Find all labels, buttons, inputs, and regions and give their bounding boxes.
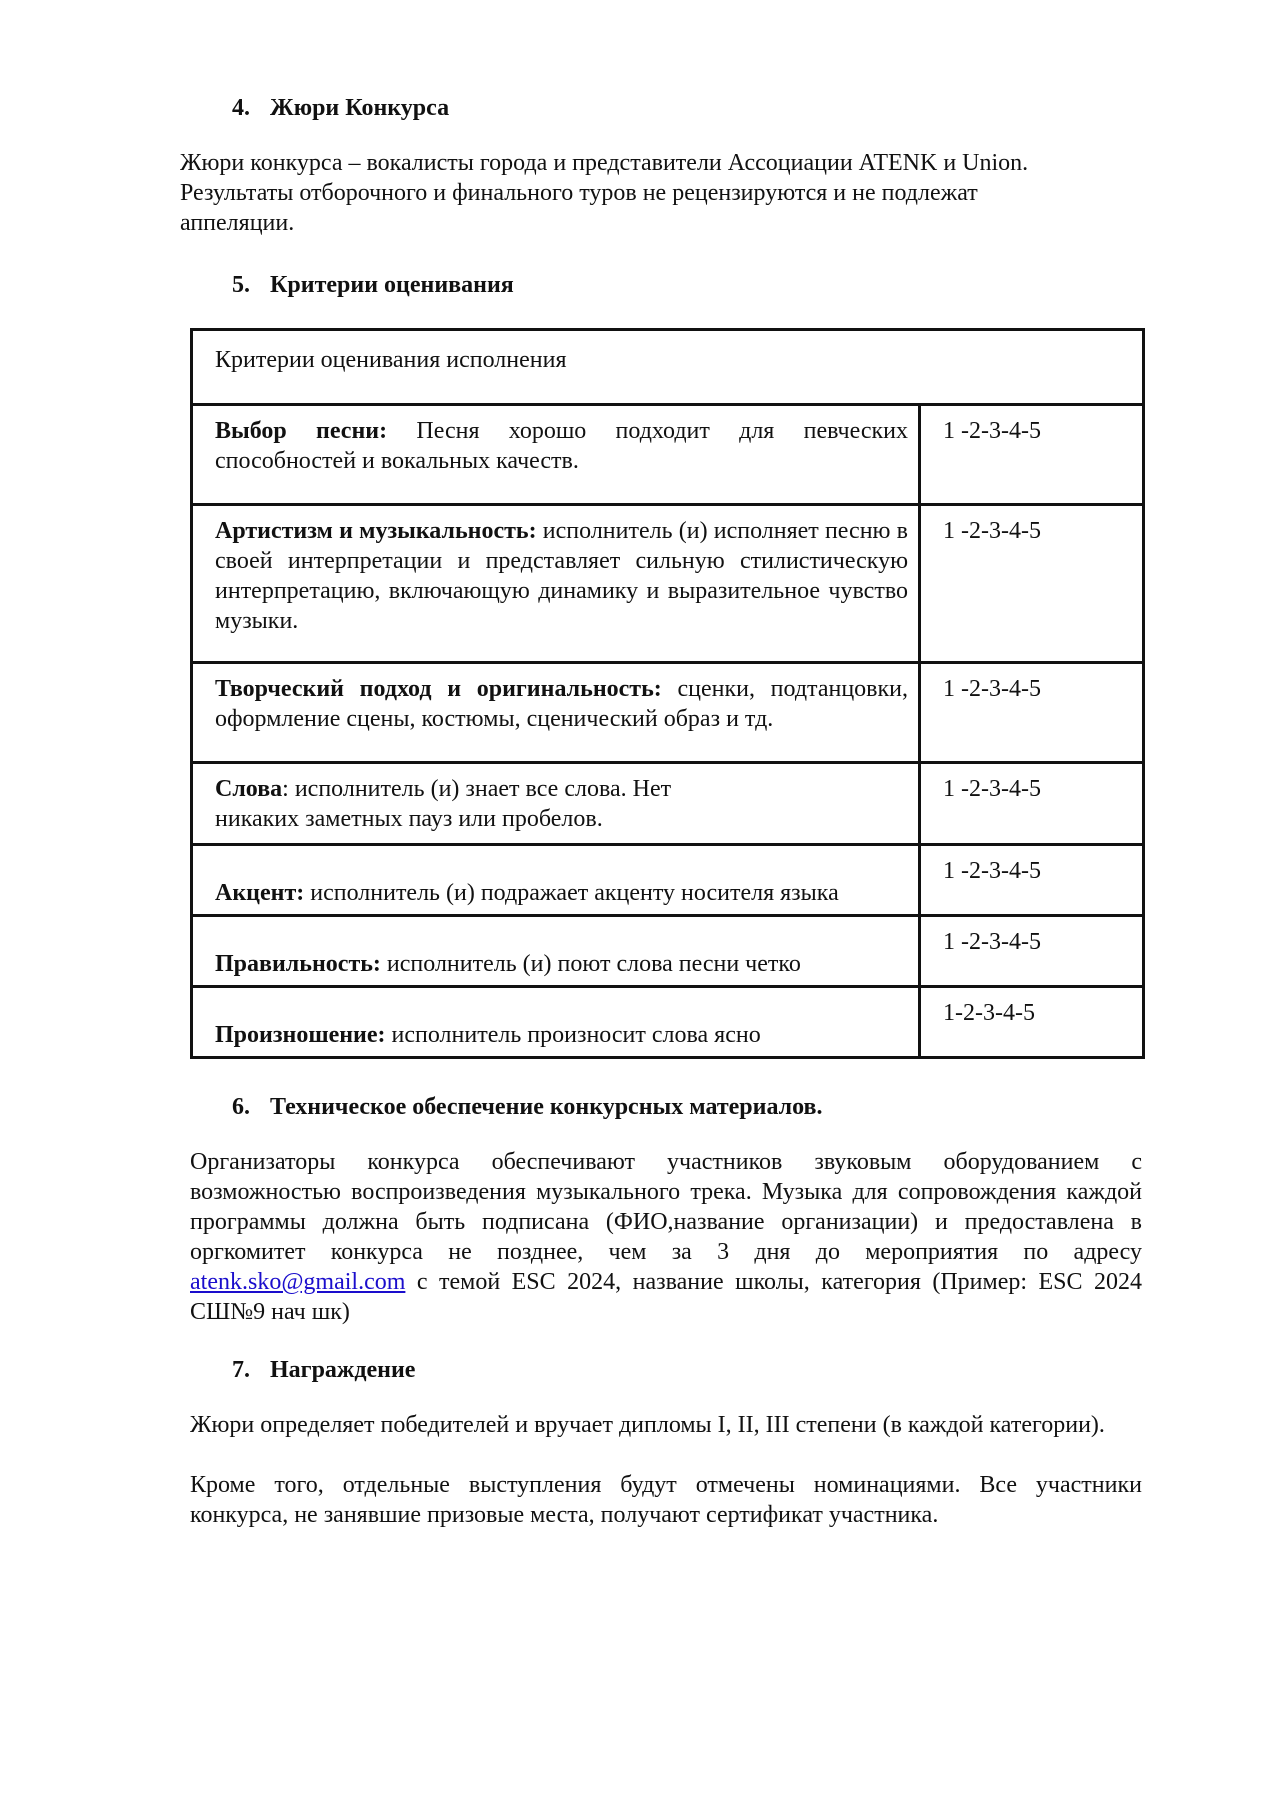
criteria-table-header-row xyxy=(192,330,1144,405)
criteria-score: 1-2-3-4-5 xyxy=(920,987,1144,1058)
criteria-term: Правильность: xyxy=(215,951,381,977)
criteria-description xyxy=(192,916,920,987)
criteria-row xyxy=(192,845,1144,916)
criteria-table xyxy=(190,328,1145,1059)
section-4-line-2: Результаты отборочного и финального туров не рецензируются и не подлежат xyxy=(180,180,978,206)
criteria-row xyxy=(192,405,1144,505)
section-7-paragraph-2: Кроме того, отдельные выступления будут отмечены номинациями. Все участники конкурса, не занявшие призовые места, получают сертификат участника. xyxy=(190,1472,1142,1528)
criteria-score: 1 -2-3-4-5 xyxy=(920,763,1144,845)
criteria-text: сценки, подтанцовки, оформление сцены, костюмы, сценический образ и тд. xyxy=(215,676,908,732)
criteria-text: исполнитель (и) поют слова песни четко xyxy=(380,951,801,977)
criteria-row xyxy=(192,505,1144,663)
criteria-term: Произношение: xyxy=(215,1022,386,1048)
criteria-term: Артистизм и музыкальность: xyxy=(215,518,537,544)
section-title: Жюри Конкурса xyxy=(270,95,450,121)
section-title: Техническое обеспечение конкурсных материалов. xyxy=(270,1094,823,1120)
criteria-score: 1 -2-3-4-5 xyxy=(920,663,1144,763)
section-7-paragraph-1: Жюри определяет победителей и вручает дипломы I, II, III степени (в каждой категории). xyxy=(190,1412,1105,1438)
criteria-table-header: Критерии оценивания исполнения xyxy=(192,330,1144,405)
criteria-text: : исполнитель (и) знает все слова. Нет никаких заметных пауз или пробелов. xyxy=(215,776,672,832)
criteria-description xyxy=(192,845,920,916)
section-number: 5. xyxy=(232,272,250,298)
criteria-term: Слова xyxy=(215,776,283,802)
section-number: 7. xyxy=(232,1357,250,1383)
section-number: 4. xyxy=(232,95,250,121)
section-5-heading xyxy=(232,270,514,300)
criteria-score: 1 -2-3-4-5 xyxy=(920,916,1144,987)
section-4-line-1: Жюри конкурса – вокалисты города и представители Ассоциации ATENK и Union. xyxy=(180,150,1029,176)
criteria-description xyxy=(192,987,920,1058)
criteria-description xyxy=(192,505,920,663)
criteria-term: Творческий подход и оригинальность: xyxy=(215,676,662,702)
criteria-text: исполнитель (и) исполняет песню в своей интерпретации и представляет сильную стилистическую интерпретацию, включающую динамику и выразительное чувство музыки. xyxy=(215,518,909,634)
criteria-score: 1 -2-3-4-5 xyxy=(920,405,1144,505)
section-6-text: Организаторы конкурса обеспечивают участников звуковым оборудованием с возможностью воспроизведения музыкального трека. Музыка для сопровождения каждой программы должна быть подписана (ФИО,название организации) и предоставлена в оргкомитет конкурса не позднее, чем за 3 дня до мероприятия по адресу xyxy=(190,1149,1142,1265)
section-6-text-after: с темой ESC 2024, название школы, категория (Пример: ESC 2024 СШ№9 нач шк) xyxy=(190,1269,1142,1325)
criteria-term: Выбор песни: xyxy=(215,418,388,444)
criteria-text: исполнитель произносит слова ясно xyxy=(385,1022,761,1048)
criteria-text: исполнитель (и) подражает акценту носителя языка xyxy=(304,880,839,906)
section-7-heading xyxy=(232,1355,415,1385)
section-4-heading xyxy=(232,93,449,123)
criteria-row xyxy=(192,916,1144,987)
criteria-description xyxy=(192,663,920,763)
section-number: 6. xyxy=(232,1094,250,1120)
criteria-description xyxy=(192,405,920,505)
criteria-term: Акцент: xyxy=(215,880,305,906)
criteria-row xyxy=(192,763,1144,845)
criteria-row xyxy=(192,987,1144,1058)
criteria-text: Песня хорошо подходит для певческих способностей и вокальных качеств. xyxy=(215,418,908,474)
criteria-score: 1 -2-3-4-5 xyxy=(920,845,1144,916)
email-link[interactable]: atenk.sko@gmail.com xyxy=(190,1269,406,1295)
section-6-heading xyxy=(232,1092,823,1122)
section-title: Награждение xyxy=(270,1357,416,1383)
section-6-paragraph xyxy=(190,1147,1142,1327)
section-4-line-3: аппеляции. xyxy=(180,210,295,236)
criteria-score: 1 -2-3-4-5 xyxy=(920,505,1144,663)
section-title: Критерии оценивания xyxy=(270,272,514,298)
criteria-description xyxy=(192,763,920,845)
criteria-row xyxy=(192,663,1144,763)
